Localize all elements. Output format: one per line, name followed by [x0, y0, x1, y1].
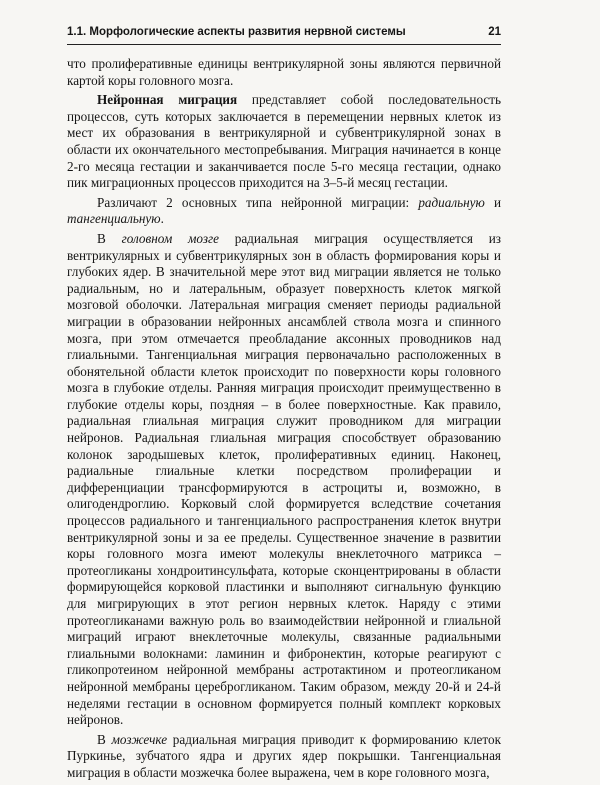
paragraph-3-text: Различают 2 основных типа нейронной миграции: [97, 194, 419, 210]
section-title: 1.1. Морфологические аспекты развития нервной системы [67, 26, 406, 38]
paragraph-4-lead: В [97, 230, 122, 246]
paragraph-1-text: что пролиферативные единицы вентрикулярной зоны являются первичной картой коры головного мозга. [67, 56, 501, 88]
running-header [67, 26, 501, 38]
term-neuronal-migration: Нейронная миграция [97, 92, 238, 108]
paragraph-5 [67, 732, 501, 782]
term-tangential: тангенциальную [67, 211, 161, 227]
paragraph-4-text: радиальная миграция осуществляется из вентрикулярных и субвентрикулярных зон в область формирования коры и глубоких ядер. В значительной мере этот вид миграции является не только радиальным, но и латеральным, образует поверхность клеток мягкой мозговой оболочки. Латеральная миграция сменяет периоды радиальной миграции в образовании нейронных ансамблей ствола мозга и спинного мозга, при этом отмечается преобладание аксонных проводников над глиальными. Тангенциальная миграция первоначально расположенных в обонятельной области клеток происходит по поверхности коры головного мозга в глубокие отделы. Ранняя миграция происходит преимущественно в глубокие отделы коры, поздняя – в более поверхностные. Как правило, радиальная глиальная миграция служит проводником для миграции нейронов. Радиальная глиальная миграция способствует образованию колонок зародышевых клеток, пролиферативных единиц. Наконец, радиальные глиальные клетки посредством пролиферации и дифференциации трансформируются в астроциты и, возможно, в олигодендроглию. Корковый слой формируется вследствие сочетания процессов радиального и тангенциального распространения клеток внутри вентрикулярной зоны и за ее пределы. Существенное значение в развитии коры головного мозга имеют молекулы внеклеточного матрикса – протеогликаны хондроитинсульфата, которые сконцентрированы в области формирующейся корковой пластинки и выполняют сигнальную функцию для мигрирующих в этот регион нервных клеток. Наряду с этими протеогликанами важную роль во взаимодействии нейронной и глиальной миграций играют внеклеточные молекулы, связанные радиальными глиальными волокнами: ламинин и фибронектин, которые реагируют с гликопротеином нейронной мембраны астротактином и протеогликаном нейронной мембраны цереброгликаном. Таким образом, между 20-й и 24-й неделями гестации в основном формируется полный комплект корковых нейронов. [67, 230, 501, 728]
page-number: 21 [488, 26, 501, 38]
term-brain: головном мозге [121, 230, 219, 246]
paragraph-3 [67, 195, 501, 228]
paragraph-1 [67, 56, 501, 89]
paragraph-5-text: радиальная миграция приводит к формированию клеток Пуркинье, зубчатого ядра и других ядер покрышки. Тангенциальная миграция в области мозжечка более выражена, чем в коре головного мозга, [67, 731, 501, 780]
paragraph-5-lead: В [97, 731, 112, 747]
body-text [67, 56, 501, 785]
paragraph-2-text: представляет собой последовательность процессов, суть которых заключается в перемещении нервных клеток из мест их образования в вентрикулярной и субвентрикулярной зонах в области их окончательного местопребывания. Миграция начинается в конце 2-го месяца гестации и заканчивается после 5-го месяца гестации, однако пик миграционных процессов приходится на 3–5-й месяц гестации. [67, 92, 501, 191]
paragraph-2 [67, 92, 501, 192]
paragraph-3-end: . [160, 211, 164, 227]
header-rule [67, 44, 501, 45]
term-radial: радиальную [418, 194, 485, 210]
paragraph-3-conj: и [484, 194, 502, 210]
term-cerebellum: мозжечке [111, 731, 168, 747]
paragraph-4 [67, 231, 501, 729]
